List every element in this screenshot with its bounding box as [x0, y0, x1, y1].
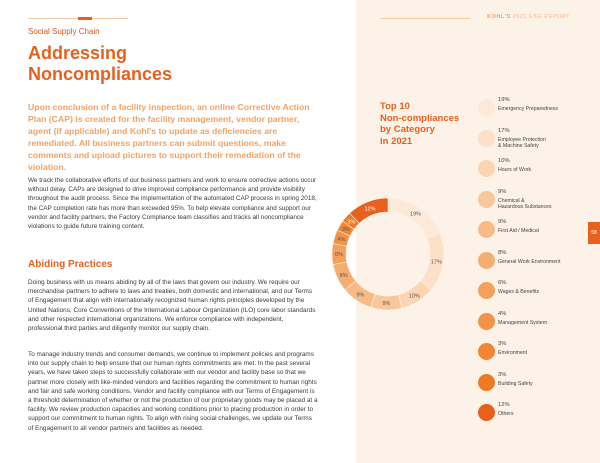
legend-label-line: Hours of Work: [498, 167, 532, 173]
page-title: [28, 43, 288, 85]
legend-item: [478, 189, 578, 219]
legend-value: 3%: [498, 371, 507, 378]
legend-label: [498, 228, 578, 234]
donut-slice-label: 6%: [335, 252, 343, 258]
legend-swatch: [478, 374, 495, 391]
legend-swatch: [478, 130, 495, 147]
donut-slice-label: 3%: [341, 227, 350, 234]
donut-slice-label: 10%: [408, 293, 420, 300]
page-title-line-1: Addressing: [28, 43, 128, 63]
legend-label: [498, 106, 578, 112]
legend-value: 9%: [498, 188, 507, 195]
legend-label-line: Environment: [498, 350, 528, 356]
legend-label: [498, 350, 578, 356]
chart-title-line-4: in 2021: [380, 135, 413, 147]
legend-label-line: Management System: [498, 319, 548, 326]
legend-label-line: Employee Protection: [498, 136, 546, 143]
legend-value: 10%: [498, 158, 510, 164]
legend-label-line: Hazardous Substances: [498, 203, 552, 210]
chart-title-line-1: Top 10: [380, 101, 410, 112]
donut-slice: [388, 198, 440, 239]
legend-item: [478, 219, 578, 249]
report-brand: KOHL'S: [487, 14, 511, 20]
chart-title: [380, 101, 459, 147]
legend-swatch: [478, 252, 495, 269]
donut-slice-label: 9%: [356, 292, 365, 299]
legend-item: [478, 250, 578, 280]
chart-title-line-3: by Category: [380, 124, 435, 135]
legend-item: [478, 280, 578, 310]
donut-slice-label: 12%: [364, 206, 376, 213]
legend-item: [478, 341, 578, 371]
legend-label: [498, 289, 578, 295]
legend-swatch: [478, 282, 495, 299]
legend-value: 9%: [498, 219, 507, 225]
report-header: [487, 14, 570, 20]
legend-item: [478, 402, 578, 432]
legend-swatch: [478, 99, 495, 116]
legend-label-line: Emergency Preparedness: [498, 106, 558, 112]
legend-swatch: [478, 191, 495, 208]
donut-slice-label: 19%: [410, 211, 422, 218]
legend-value: 3%: [498, 341, 507, 347]
donut-slice-label: 8%: [339, 272, 348, 279]
legend-label: [498, 381, 578, 387]
body-paragraph-policies: To manage industry trends and consumer demands, we continue to implement policies and programs into our supply chain to help ensure that our human rights commitments are met. In the past several years, we have taken steps to successfully collaborate with our vendor and facility base so that we partner more closely with like-minded vendors and facilities regarding the commitment to human rights and fair and safe working conditions. Vendor and facility compliance with our Terms of Engagement is a threshold determination of whether or not the production of our proprietary goods may be placed at a facility. We review production capacities and working conditions prior to placing production in order to support our commitment to human rights. To align with rising social challenges, we update our Terms of Engagement to all vendor partners and facilities as needed.: [28, 351, 318, 432]
legend-swatch: [478, 313, 495, 330]
body-paragraph-laws: Doing business with us means abiding by all of the laws that govern our industry. We require our merchandise partners to adhere to laws and treaties, both domestic and international, and our Terms of Engagement that align with internationally recognized human rights principles developed by the United Nations, Core Conventions of the International Labour Organization (ILO) core labor standards and other respected international organizations. We enforce compliance with independent, professional third parties and diligently monitor our supply chain.: [28, 279, 316, 333]
legend-label-line: & Machine Safety: [498, 142, 539, 149]
page-title-line-2: Noncompliances: [28, 64, 173, 84]
legend-label: [498, 259, 578, 265]
legend-value: 6%: [498, 280, 507, 286]
legend-value: 17%: [498, 127, 510, 134]
legend-swatch: [478, 404, 495, 421]
header-rule-accent: [78, 17, 92, 20]
section-label: Social Supply Chain: [28, 27, 100, 36]
legend-item: [478, 311, 578, 341]
chart-title-line-2: Non-compliances: [380, 112, 460, 124]
section-subheading: Abiding Practices: [28, 259, 113, 270]
legend-label: [498, 320, 578, 326]
legend-label: [498, 137, 578, 150]
noncompliance-donut-chart: [318, 184, 458, 324]
legend-item: [478, 158, 578, 188]
legend-value: 4%: [498, 310, 507, 317]
donut-slice-label: 4%: [337, 236, 346, 243]
legend-value: 8%: [498, 249, 507, 256]
legend-swatch: [478, 160, 495, 177]
legend-label-line: General Work Environment: [498, 258, 561, 265]
report-name: 2021 ESG REPORT: [512, 14, 570, 20]
legend-label: [498, 167, 578, 173]
legend-swatch: [478, 221, 495, 238]
legend-label-line: First Aid / Medical: [498, 228, 539, 234]
legend-label-line: Wages & Benefits: [498, 289, 540, 295]
legend-label-line: Building Safety: [498, 380, 533, 387]
donut-slice-label: 17%: [430, 259, 442, 266]
legend-label: [498, 411, 578, 417]
donut-slice-label: 9%: [382, 300, 391, 307]
donut-slice-label: 3%: [347, 219, 356, 226]
body-paragraph-cap: We track the collaborative efforts of our business partners and work to ensure corrective actions occur without delay. CAPs are designed to drive improved compliance performance and provide visibility throughout the audit process. Since the implementation of the automated CAP process in spring 2018, the CAP completion rate has more than exceeded 95%. To help elevate compliance and support our vendor and facility partners, the Factory Compliance team classifies and tracks all noncompliance violations to guide future training content.: [28, 177, 317, 231]
legend-item: [478, 97, 578, 127]
legend-label: [498, 198, 578, 211]
legend-item: [478, 128, 578, 158]
legend-label-line: Chemical &: [498, 197, 525, 204]
legend-value: 12%: [498, 402, 510, 408]
page-number-tab: 58: [588, 222, 600, 244]
header-rule-right: [380, 18, 470, 19]
legend-label-line: Others: [498, 411, 514, 417]
legend-value: 19%: [498, 97, 510, 103]
intro-callout: Upon conclusion of a facility inspection, an online Corrective Action Plan (CAP) is created for the facility management, vendor partner, agent (if applicable) and Kohl's to update as deficiencies are remediated. All business partners can submit questions, make comments and upload pictures to support their remediation of the violation.: [28, 102, 310, 172]
legend-item: [478, 372, 578, 402]
legend-swatch: [478, 343, 495, 360]
